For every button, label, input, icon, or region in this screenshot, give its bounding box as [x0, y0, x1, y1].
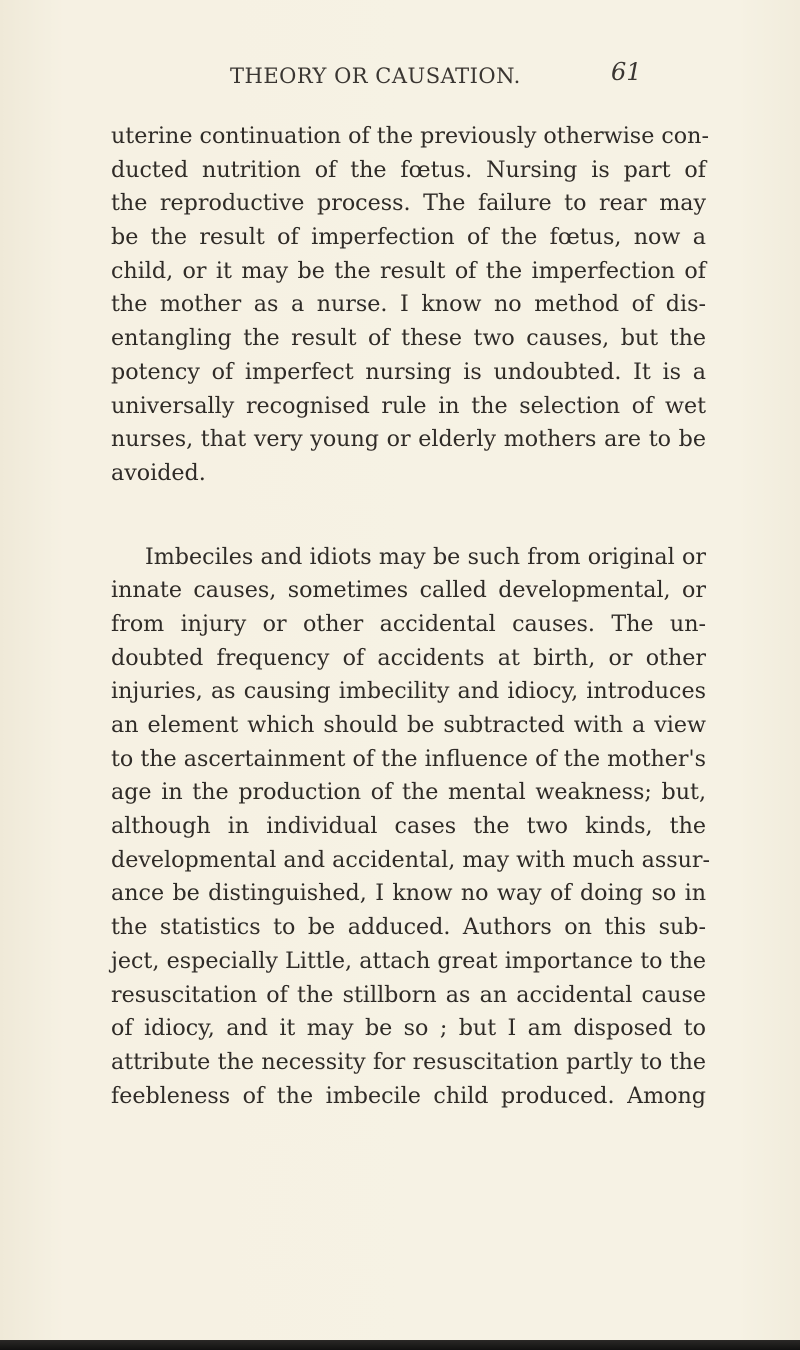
text-line: of idiocy, and it may be so ; but I am disposed to — [111, 1015, 706, 1042]
text-line: to the ascertainment of the influence of the mother's — [111, 745, 706, 772]
paragraph-1 — [111, 120, 709, 491]
scan-bottom-edge — [0, 1340, 800, 1350]
text-line: child, or it may be the result of the imperfection of — [111, 257, 706, 284]
text-line: universally recognised rule in the selection of wet — [111, 392, 706, 419]
text-line: the reproductive process. The failure to rear may — [111, 190, 706, 217]
text-line: Imbeciles and idiots may be such from original or — [145, 543, 706, 570]
text-line: the mother as a nurse. I know no method of dis- — [111, 291, 706, 318]
text-line: resuscitation of the stillborn as an accidental cause — [111, 981, 706, 1008]
text-line: potency of imperfect nursing is undoubted. It is a — [111, 358, 706, 385]
text-line: an element which should be subtracted with a view — [111, 712, 706, 738]
paragraph-2 — [111, 541, 711, 1114]
running-head — [0, 60, 800, 100]
page-number: 61 — [611, 58, 642, 86]
text-line: entangling the result of these two causes, but the — [111, 325, 706, 352]
text-line: feebleness of the imbecile child produced. Among — [111, 1082, 706, 1109]
text-line: innate causes, sometimes called developmental, or — [111, 577, 706, 604]
text-line: nurses, that very young or elderly mothers are to be — [111, 426, 706, 453]
running-title: THEORY OR CAUSATION. — [230, 64, 521, 88]
text-line: developmental and accidental, may with much assur- — [111, 846, 711, 873]
text-line: age in the production of the mental weakness; but, — [111, 779, 706, 806]
text-line: from injury or other accidental causes. The un- — [111, 610, 706, 637]
text-line: ance be distinguished, I know no way of doing so in — [111, 880, 706, 907]
text-line: ject, especially Little, attach great importance to the — [111, 947, 706, 974]
text-line: avoided. — [111, 459, 206, 486]
text-line: ducted nutrition of the fœtus. Nursing is part of — [111, 156, 706, 183]
text-line: injuries, as causing imbecility and idiocy, introduces — [111, 678, 706, 705]
text-line: doubted frequency of accidents at birth, or other — [111, 644, 706, 671]
text-line: the statistics to be adduced. Authors on this sub- — [111, 914, 706, 941]
text-line: uterine continuation of the previously otherwise con- — [111, 123, 709, 149]
body-text — [111, 120, 711, 1113]
paragraph-gap — [111, 491, 706, 541]
text-line: be the result of imperfection of the fœtus, now a — [111, 224, 706, 251]
text-line: although in individual cases the two kinds, the — [111, 813, 706, 840]
text-line: attribute the necessity for resuscitation partly to the — [111, 1048, 706, 1075]
